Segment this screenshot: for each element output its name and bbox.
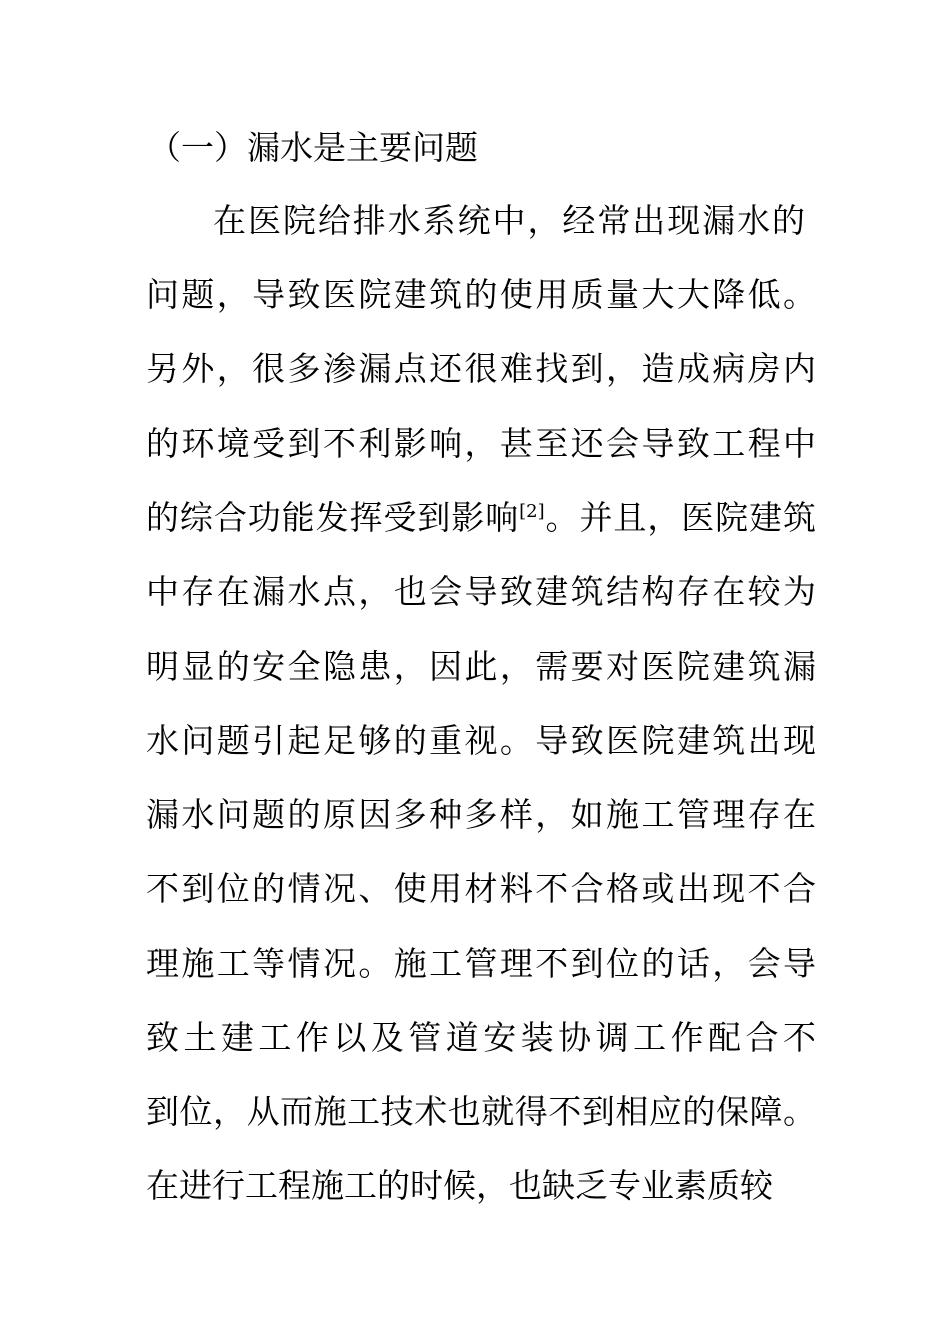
paragraph-line-3: 另外，很多渗漏点还很难找到，造成病房内	[146, 349, 816, 388]
paragraph-line-14: 在进行工程施工的时候，也缺乏专业素质较	[146, 1166, 773, 1205]
paragraph-line-1: 在医院给排水系统中，经常出现漏水的	[213, 201, 805, 240]
paragraph-line-5	[146, 496, 816, 540]
paragraph-line-4: 的环境受到不利影响，甚至还会导致工程中	[146, 424, 816, 463]
paragraph-line-2: 问题，导致医院建筑的使用质量大大降低。	[146, 275, 816, 314]
paragraph-line-11: 理施工等情况。施工管理不到位的话，会导	[146, 944, 816, 983]
paragraph-line-5-text: 的综合功能发挥受到影响	[146, 498, 520, 537]
paragraph-line-10: 不到位的情况、使用材料不合格或出现不合	[146, 869, 816, 908]
paragraph-line-8: 水问题引起足够的重视。导致医院建筑出现	[146, 721, 816, 760]
paragraph-line-5-tail: 。并且，医院建筑	[544, 498, 817, 537]
paragraph-line-12: 致土建工作以及管道安装协调工作配合不	[146, 1018, 816, 1057]
paragraph-line-9: 漏水问题的原因多种多样，如施工管理存在	[146, 795, 816, 834]
paragraph-line-6: 中存在漏水点，也会导致建筑结构存在较为	[146, 572, 816, 611]
section-heading: （一）漏水是主要问题	[148, 128, 478, 167]
paragraph-line-7: 明显的安全隐患，因此，需要对医院建筑漏	[146, 647, 816, 686]
citation-ref: [2]	[519, 501, 545, 522]
paragraph-line-13: 到位，从而施工技术也就得不到相应的保障。	[146, 1092, 816, 1131]
